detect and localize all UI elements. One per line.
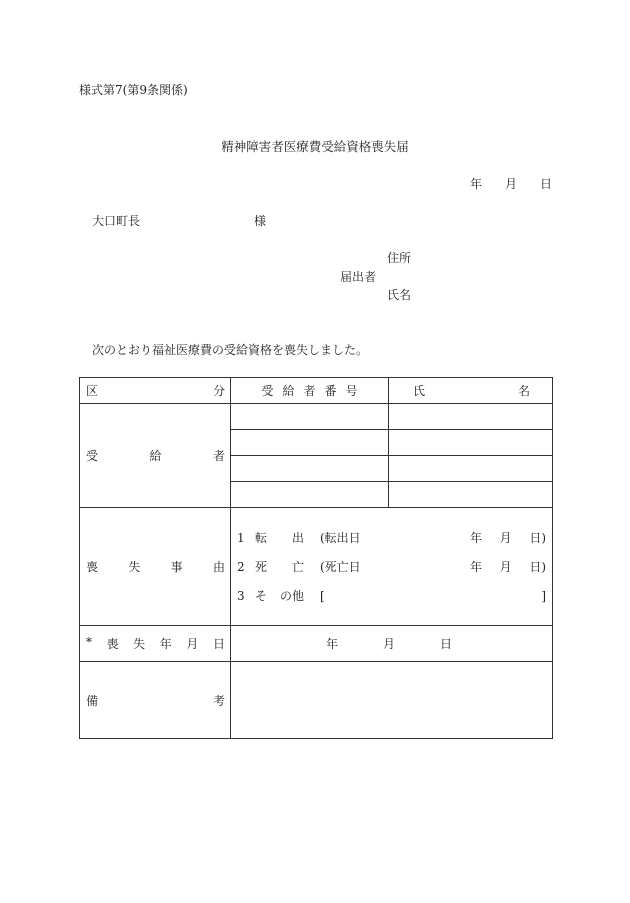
loss-reason-options-cell	[231, 508, 553, 626]
reason-option-death[interactable]: 2 死 亡 (死亡日 年 月 日)	[237, 559, 546, 574]
move-out-date-field[interactable]: 年 月 日)	[470, 531, 546, 545]
document-title: 精神障害者医療費受給資格喪失届	[221, 139, 409, 154]
recipient-row	[80, 404, 553, 430]
form-table	[79, 377, 553, 739]
form-number: 様式第7(第9条関係)	[79, 83, 188, 97]
loss-date-field[interactable]: 年 月 日	[231, 626, 553, 662]
recipient-number-field[interactable]	[231, 430, 389, 456]
header-recipient-number-cell: 受 給 者 番 号	[231, 378, 389, 404]
date-month-label: 月	[504, 177, 517, 191]
date-day-label: 日	[539, 177, 552, 191]
statement-text: 次のとおり福祉医療費の受給資格を喪失しました。	[92, 343, 369, 357]
recipient-name-field[interactable]	[389, 482, 553, 508]
loss-reason-row	[80, 508, 553, 626]
other-reason-field[interactable]: [ ]	[320, 588, 546, 603]
recipient-number-field[interactable]	[231, 456, 389, 482]
recipient-name-field[interactable]	[389, 404, 553, 430]
loss-date-row	[80, 626, 553, 662]
header-name-cell: 氏 名	[389, 378, 553, 404]
header-category-cell: 区 分	[80, 378, 231, 404]
remarks-row	[80, 662, 553, 739]
addressee: 大口町長	[92, 214, 141, 228]
submission-date	[470, 175, 552, 192]
recipient-number-field[interactable]	[231, 404, 389, 430]
reason-option-other[interactable]: 3 そ の他 [ ]	[237, 588, 546, 603]
loss-date-label-cell: * 喪 失 年 月 日	[80, 626, 231, 662]
recipient-label-cell: 受 給 者	[80, 404, 231, 508]
recipient-number-field[interactable]	[231, 482, 389, 508]
table-header-row	[80, 378, 553, 404]
recipient-name-field[interactable]	[389, 430, 553, 456]
applicant-name-label: 氏名	[387, 288, 412, 302]
applicant-address-label: 住所	[387, 251, 412, 265]
death-date-field[interactable]: 年 月 日)	[470, 560, 546, 574]
reason-option-move-out[interactable]: 1 転 出 (転出日 年 月 日)	[237, 530, 546, 545]
remarks-field[interactable]	[231, 662, 553, 739]
recipient-name-field[interactable]	[389, 456, 553, 482]
date-year-label: 年	[470, 177, 483, 191]
remarks-label-cell: 備 考	[80, 662, 231, 739]
addressee-honorific: 様	[254, 214, 267, 228]
loss-reason-label-cell: 喪 失 事 由	[80, 508, 231, 626]
applicant-label: 届出者	[340, 270, 377, 284]
